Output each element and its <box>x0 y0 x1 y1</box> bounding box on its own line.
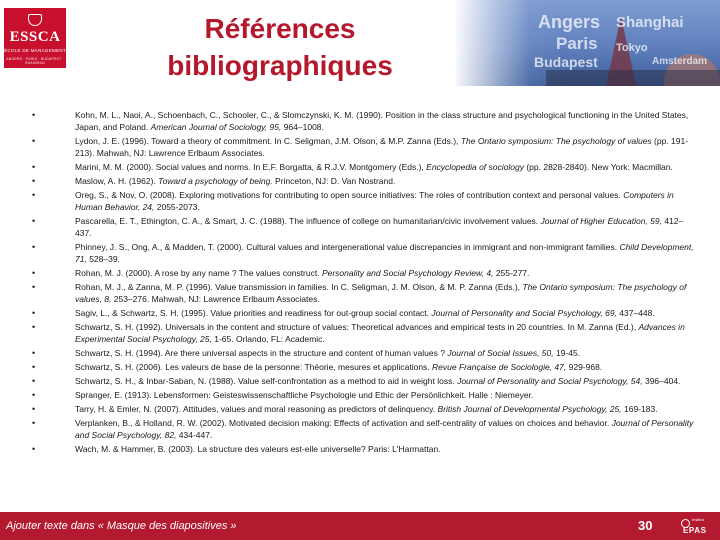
reference-text: Oreg, S., & Nov, O. (2008). Exploring motivations for contributing to open source initiatives: The roles of contribution context and personal values. <box>75 189 624 200</box>
reference-item <box>22 176 694 188</box>
reference-tail: 255-277. <box>493 267 530 278</box>
reference-tail: 19-45. <box>553 347 581 358</box>
reference-text: Rohan, M. J. (2000). A rose by any name ? The values construct. <box>75 267 322 278</box>
reference-tail: 253–276. Mahwah, NJ: Lawrence Erlbaum Associates. <box>111 293 320 304</box>
reference-text: Kohn, M. L., Naoi, A., Schoenbach, C., Schooler, C., & Slomczynski, K. M. (1990). Position in the class structure and psychological functioning in the United States, Japan, and Poland. <box>75 110 689 132</box>
banner-word: Angers <box>538 12 601 32</box>
reference-list <box>22 110 694 458</box>
reference-text: Marini, M. M. (2000). Social values and norms. In E.F. Borgatta, & R.J.V. Montgomery (Eds.), <box>75 161 427 172</box>
banner-word: Paris <box>556 34 598 53</box>
epas-logo-small: Institut <box>692 517 704 522</box>
reference-text: Pascarella, E. T., Ethington, C. A., & Smart, J. C. (1988). The influence of college on humanitarian/civic involvement values. <box>75 215 541 226</box>
header-banner-image <box>456 0 720 86</box>
reference-item <box>22 418 694 442</box>
reference-text: Rohan, M. J., & Zanna, M. P. (1996). Value transmission in families. In C. Seligman, J. M. Olson, & M. P. Zanna (Eds.), <box>75 281 523 292</box>
reference-item <box>22 110 694 134</box>
reference-source: Revue Française de Sociologie, 47, <box>432 361 567 372</box>
reference-source: Journal of Personality and Social Psychology, 82, <box>75 418 694 440</box>
reference-text: Lydon, J. E. (1996). Toward a theory of commitment. In C. Seligman, J.M. Olson, & M.P. Zanna (Eds.), <box>75 135 461 146</box>
page-number: 30 <box>638 518 653 533</box>
reference-item <box>22 242 694 266</box>
reference-text: Wach, M. & Hammer, B. (2003). La structure des valeurs est-elle universelle? Paris: L'Harmattan. <box>75 443 441 454</box>
reference-text: Spranger, E. (1913). Lebensformen: Geisteswissenschaftliche Psychologie und Ethic der Persönlichkeit. Halle : Niemeyer. <box>75 389 534 400</box>
reference-tail: 437–448. <box>616 307 655 318</box>
reference-source: Personality and Social Psychology Review, 4, <box>321 267 494 278</box>
reference-tail: 528–39. <box>86 253 120 264</box>
reference-tail: 434-447. <box>176 429 213 440</box>
reference-source: Encyclopedia of sociology <box>426 161 524 172</box>
reference-item <box>22 322 694 346</box>
reference-tail: (pp. 191-213). Mahwah, NJ: Lawrence Erlbaum Associates. <box>75 135 689 158</box>
reference-item <box>22 282 694 306</box>
reference-text: Sagiv, L., & Schwartz, S. H. (1995). Value priorities and readiness for out-group social contact. <box>75 307 432 318</box>
reference-source: Child Development, 71, <box>75 241 694 264</box>
reference-source: Toward a psychology of being. <box>158 175 273 186</box>
reference-text: Schwartz, S. H. (1992). Universals in the content and structure of values: Theoretical advances and empirical tests in 20 countries. In M. Zanna (Ed.), <box>75 321 639 332</box>
reference-source: The Ontario symposium: The psychology of values, 8, <box>75 281 687 304</box>
reference-tail: (pp. 2828-2840). New York: Macmillan. <box>523 161 673 172</box>
reference-tail: 169-183. <box>621 403 658 414</box>
reference-source: Journal of Social Issues, 50, <box>447 347 554 358</box>
reference-tail: 396–404. <box>642 375 681 386</box>
reference-item <box>22 268 694 280</box>
reference-item <box>22 390 694 402</box>
banner-word: Amsterdam <box>652 56 708 67</box>
reference-text: Schwartz, S. H. (2006). Les valeurs de base de la personne: Théorie, mesures et applications. <box>75 361 433 372</box>
epas-logo <box>677 515 717 537</box>
reference-source: Advances in Experimental Social Psychology, 25, <box>75 321 685 344</box>
reference-tail: 1-65. Orlando, FL: Academic. <box>211 333 325 344</box>
footer-note: Ajouter texte dans « Masque des diapositives » <box>6 520 237 532</box>
reference-item <box>22 376 694 388</box>
reference-item <box>22 404 694 416</box>
reference-text: Tarry, H. & Emler, N. (2007). Attitudes, values and moral reasoning as predictors of delinquency. <box>75 403 438 414</box>
crest-icon <box>28 14 42 26</box>
logo-name: ESSCA <box>9 29 61 45</box>
reference-item <box>22 216 694 240</box>
skyline-silhouette <box>546 70 720 86</box>
reference-source: American Journal of Sociology, 95, <box>150 121 282 132</box>
footer-bar <box>0 512 720 540</box>
reference-item <box>22 362 694 374</box>
slide-title: Références bibliographiques <box>167 13 393 81</box>
banner-word: Tokyo <box>616 42 648 54</box>
reference-tail: 2055-2073. <box>154 201 200 212</box>
reference-item <box>22 444 694 456</box>
reference-tail: 929-968. <box>566 361 603 372</box>
reference-tail: 412–437. <box>75 215 684 238</box>
reference-tail: Princeton, NJ: D. Van Nostrand. <box>272 175 396 186</box>
essca-logo <box>4 8 66 68</box>
reference-tail: 964–1008. <box>281 121 324 132</box>
reference-source: Journal of Higher Education, 59, <box>540 215 662 226</box>
logo-subtitle: ÉCOLE DE MANAGEMENT <box>4 48 66 53</box>
banner-word: Budapest <box>534 54 598 70</box>
reference-source: British Journal of Developmental Psychology, 25, <box>437 403 622 414</box>
reference-text: Maslow, A. H. (1962). <box>75 175 159 186</box>
banner-word: Shanghai <box>616 14 684 31</box>
reference-source: The Ontario symposium: The psychology of values <box>460 135 652 146</box>
reference-text: Schwartz, S. H. (1994). Are there universal aspects in the structure and content of human values ? <box>75 347 448 358</box>
logo-cities: ANGERS · PARIS · BUDAPEST · SHANGHAI <box>6 57 64 65</box>
reference-text: Schwartz, S. H., & Inbar-Saban, N. (1988). Value self-confrontation as a method to aid in weight loss. <box>75 375 458 386</box>
reference-item <box>22 162 694 174</box>
reference-item <box>22 308 694 320</box>
reference-item <box>22 190 694 214</box>
reference-text: Phinney, J. S., Ong, A., & Madden, T. (2000). Cultural values and intergenerational value discrepancies in immigrant and non-immigrant families. <box>75 241 620 252</box>
reference-text: Verplanken, B., & Holland, R. W. (2002). Motivated decision making: Effects of activation and self-centrality of values on choices and behavior. <box>75 418 612 429</box>
reference-source: Journal of Personality and Social Psychology, 69, <box>431 307 617 318</box>
reference-item <box>22 136 694 160</box>
reference-source: Journal of Personality and Social Psychology, 54, <box>457 375 643 386</box>
epas-logo-text: EPAS <box>683 526 707 535</box>
reference-source: Computers in Human Behavior, 24, <box>75 189 674 212</box>
reference-item <box>22 348 694 360</box>
